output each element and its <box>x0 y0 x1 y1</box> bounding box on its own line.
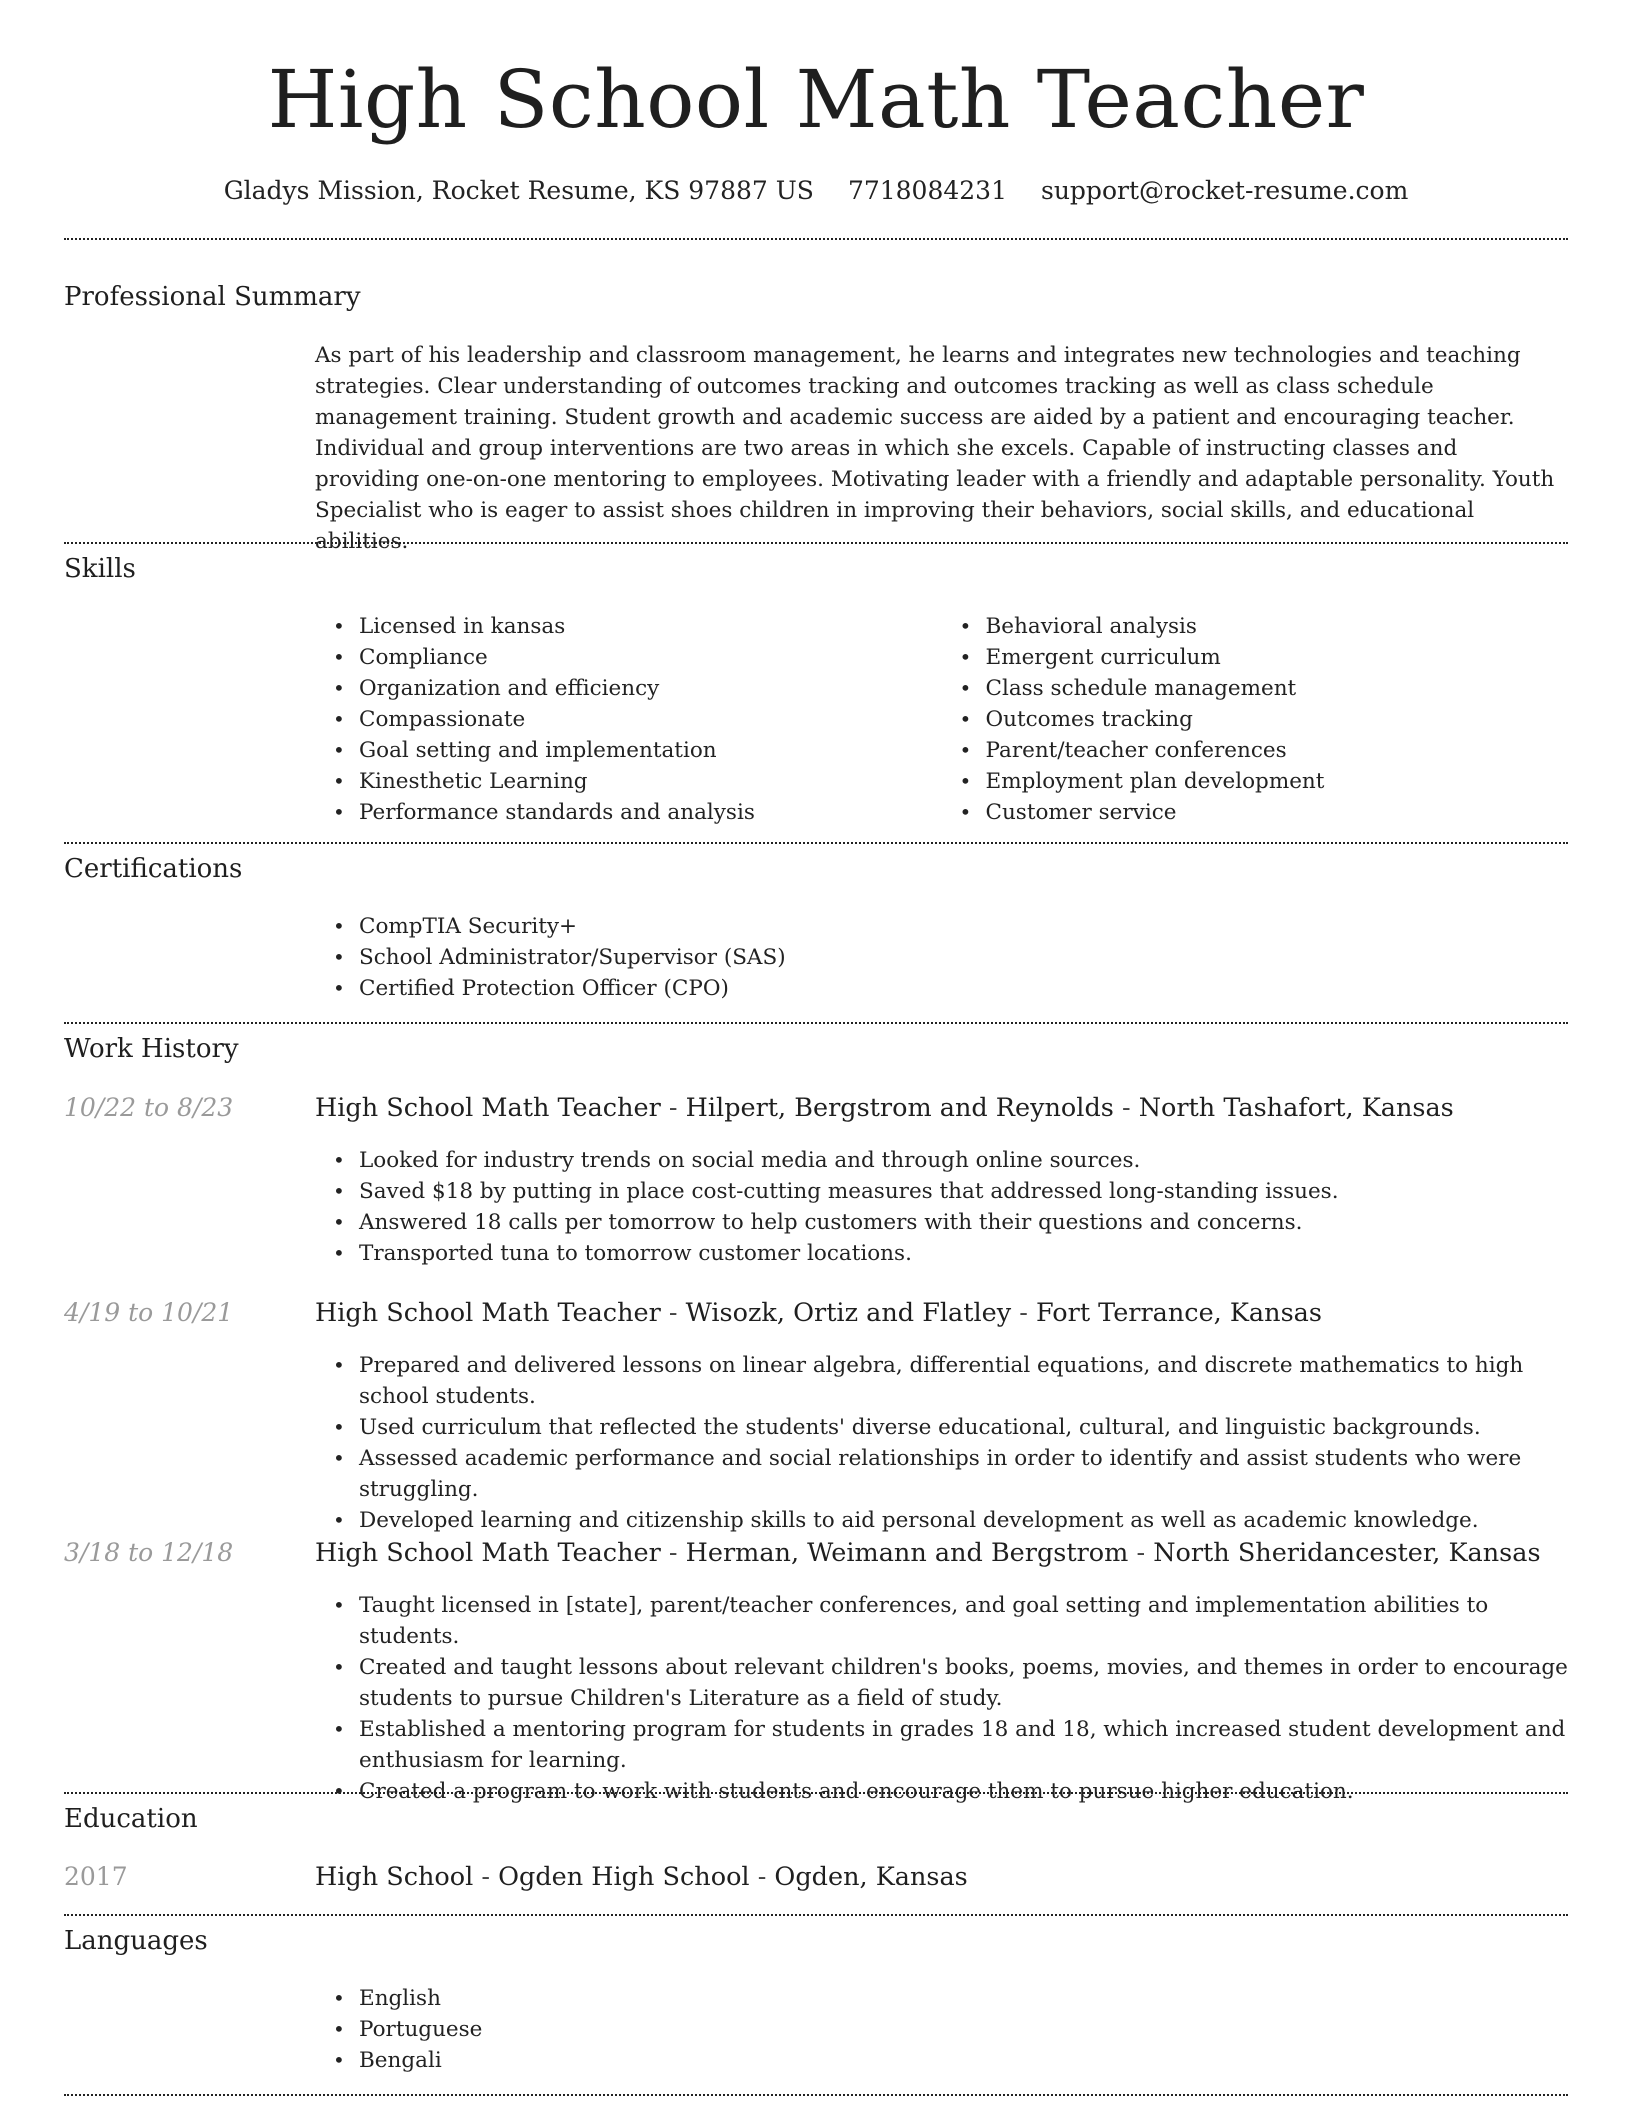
divider <box>64 842 1568 844</box>
divider <box>64 1914 1568 1916</box>
list-item: • CompTIA Security+ <box>359 911 1568 942</box>
job-bullet-list <box>315 1145 1568 1269</box>
skills-list-left <box>315 611 942 828</box>
list-item: • Taught licensed in [state], parent/teacher conferences, and goal setting and implementation abilities to students. <box>359 1590 1568 1652</box>
divider <box>64 542 1568 544</box>
job-dates: 3/18 to 12/18 <box>64 1538 234 1567</box>
list-item: • Organization and efficiency <box>359 673 942 704</box>
list-item: • Compassionate <box>359 704 942 735</box>
list-item: • Transported tuna to tomorrow customer locations. <box>359 1238 1568 1269</box>
list-item: • English <box>359 1983 1568 2014</box>
skills-columns <box>315 611 1568 828</box>
section-title-languages: Languages <box>64 1926 208 1956</box>
separator: - <box>668 1538 678 1568</box>
list-item: • Outcomes tracking <box>986 704 1569 735</box>
summary-block <box>315 340 1568 557</box>
list-item: • Developed learning and citizenship skills to aid personal development as well as academic knowledge. <box>359 1505 1568 1536</box>
separator: - <box>481 1862 491 1892</box>
list-item: • Looked for industry trends on social media and through online sources. <box>359 1145 1568 1176</box>
separator: - <box>668 1093 678 1123</box>
job-bullet-list <box>315 1590 1568 1807</box>
list-item: • Established a mentoring program for students in grades 18 and 18, which increased student development and enthusiasm for learning. <box>359 1714 1568 1776</box>
job-title: High School Math Teacher <box>315 1093 661 1123</box>
list-item: • Licensed in kansas <box>359 611 942 642</box>
resume-header <box>0 0 1632 205</box>
job-title: High School Math Teacher <box>315 1538 661 1568</box>
job-heading <box>315 1538 1568 1568</box>
summary-text: As part of his leadership and classroom management, he learns and integrates new technologies and teaching strategies. Clear understanding of outcomes tracking and outcomes tracking as well as class schedule management training. Student growth and academic success are aided by a patient and encouraging teacher. Individual and group interventions are two areas in which she excels. Capable of instructing classes and providing one-on-one mentoring to employees. Motivating leader with a friendly and adaptable personality. Youth Specialist who is eager to assist shoes children in improving their behaviors, social skills, and educational abilities. <box>315 343 1555 554</box>
languages-block <box>315 1983 1568 2076</box>
job-location: North Sheridancester, Kansas <box>1153 1538 1541 1568</box>
job-company: Wisozk, Ortiz and Flatley <box>685 1298 1012 1328</box>
job-heading <box>315 1093 1568 1123</box>
list-item: • Performance standards and analysis <box>359 797 942 828</box>
job-company: Herman, Weimann and Bergstrom <box>685 1538 1129 1568</box>
contact-email: support@rocket-resume.com <box>1041 176 1409 205</box>
skills-list-right <box>942 611 1569 828</box>
job-dates: 10/22 to 8/23 <box>64 1093 234 1122</box>
list-item: • Goal setting and implementation <box>359 735 942 766</box>
list-item: • Employment plan development <box>986 766 1569 797</box>
education-heading <box>315 1862 1568 1892</box>
list-item: • Portuguese <box>359 2014 1568 2045</box>
certifications-list <box>315 911 1568 1004</box>
education-year: 2017 <box>64 1862 128 1891</box>
list-item: • Prepared and delivered lessons on linear algebra, differential equations, and discrete mathematics to high school students. <box>359 1350 1568 1412</box>
section-title-education: Education <box>64 1804 198 1834</box>
job-title: High School Math Teacher <box>315 1298 661 1328</box>
contact-phone: 7718084231 <box>847 176 1007 205</box>
job-bullet-list <box>315 1350 1568 1536</box>
list-item: • Compliance <box>359 642 942 673</box>
section-title-work: Work History <box>64 1034 239 1064</box>
job-location: North Tashafort, Kansas <box>1138 1093 1454 1123</box>
list-item: • Class schedule management <box>986 673 1569 704</box>
resume-name: High School Math Teacher <box>267 53 1365 146</box>
section-title-skills: Skills <box>64 554 136 584</box>
divider <box>64 1022 1568 1024</box>
divider <box>64 2094 1568 2096</box>
list-item: • Certified Protection Officer (CPO) <box>359 973 1568 1004</box>
separator: - <box>757 1862 767 1892</box>
section-title-certifications: Certifications <box>64 854 243 884</box>
separator: - <box>668 1298 678 1328</box>
contact-address: Gladys Mission, Rocket Resume, KS 97887 US <box>223 176 814 205</box>
list-item: • Parent/teacher conferences <box>986 735 1569 766</box>
contact-line <box>0 176 1632 205</box>
separator: - <box>1019 1298 1028 1328</box>
list-item: • Created and taught lessons about relevant children's books, poems, movies, and themes in order to encourage students to pursue Children's Literature as a field of study. <box>359 1652 1568 1714</box>
education-school: Ogden High School <box>498 1862 750 1892</box>
list-item: • Kinesthetic Learning <box>359 766 942 797</box>
job-bullets <box>315 1145 1568 1269</box>
job-company: Hilpert, Bergstrom and Reynolds <box>685 1093 1114 1123</box>
list-item: • Used curriculum that reflected the students' diverse educational, cultural, and linguistic backgrounds. <box>359 1412 1568 1443</box>
separator: - <box>1136 1538 1146 1568</box>
list-item: • Behavioral analysis <box>986 611 1569 642</box>
education-degree: High School <box>315 1862 474 1892</box>
list-item: • Saved $18 by putting in place cost-cutting measures that addressed long-standing issues. <box>359 1176 1568 1207</box>
separator: - <box>1121 1093 1131 1123</box>
certifications-block <box>315 911 1568 1004</box>
job-location: Fort Terrance, Kansas <box>1035 1298 1322 1328</box>
job-bullets <box>315 1590 1568 1807</box>
section-title-summary: Professional Summary <box>64 282 361 312</box>
divider <box>64 238 1568 240</box>
list-item: • Created a program to work with students and encourage them to pursue higher education. <box>359 1776 1568 1807</box>
languages-list <box>315 1983 1568 2076</box>
education-location: Ogden, Kansas <box>774 1862 968 1892</box>
job-dates: 4/19 to 10/21 <box>64 1298 234 1327</box>
list-item: • Emergent curriculum <box>986 642 1569 673</box>
job-heading <box>315 1298 1568 1328</box>
job-bullets <box>315 1350 1568 1536</box>
list-item: • Answered 18 calls per tomorrow to help customers with their questions and concerns. <box>359 1207 1568 1238</box>
list-item: • Assessed academic performance and social relationships in order to identify and assist students who were struggling. <box>359 1443 1568 1505</box>
list-item: • Customer service <box>986 797 1569 828</box>
list-item: • School Administrator/Supervisor (SAS) <box>359 942 1568 973</box>
list-item: • Bengali <box>359 2045 1568 2076</box>
divider <box>64 1792 1568 1794</box>
skills-block <box>315 611 1568 828</box>
